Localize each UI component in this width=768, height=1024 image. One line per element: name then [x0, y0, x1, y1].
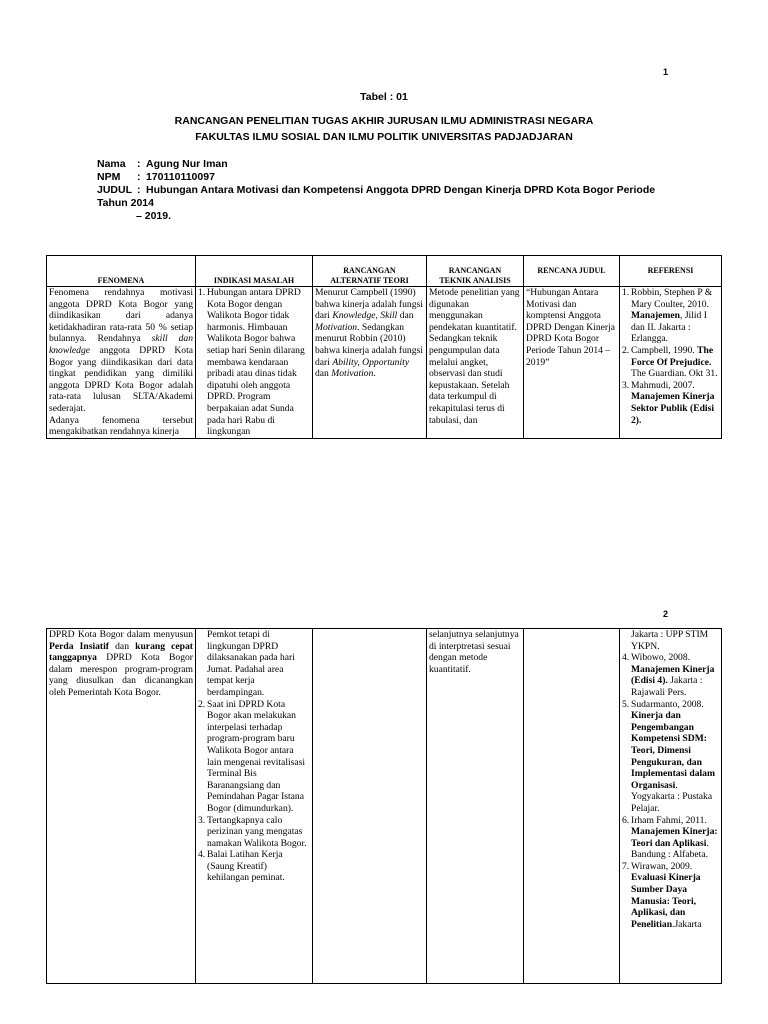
heading-line-1: RANCANGAN PENELITIAN TUGAS AKHIR JURUSAN ILMU ADMINISTRASI NEGARA — [174, 115, 594, 127]
item-text: Balai Latihan Kerja (Saung Kreatif) kehilangan peminat. — [207, 849, 285, 884]
header-judul: RENCANA JUDUL — [524, 256, 620, 287]
item-text: Hubungan antara DPRD Kota Bogor dengan Walikota Bogor tidak harmonis. Himbauan Walikota Bogor bahwa setiap hari Senin dilarang membawa kendaraan pribadi atau dinas tidak dipatuhi oleh anggota DPRD. Program berpakaian adat Sunda pada hari Rabu di lingkungan — [207, 287, 305, 438]
ref-cont: Jakarta : UPP STIM YKPN. — [631, 629, 709, 652]
research-table-page1 — [46, 255, 722, 439]
nama-label: Nama — [97, 158, 126, 170]
indikasi-cell — [196, 629, 313, 984]
ref-item: 7. Wirawan, 2009. Evaluasi Kinerja Sumber Daya Manusia: Teori, Aplikasi, dan Penelitian.Jakarta — [622, 860, 702, 930]
fenomena-skill: skill dan knowledge — [49, 333, 193, 356]
teori-cell — [313, 629, 427, 984]
judul-value-cont: – 2019. — [136, 210, 172, 222]
teori-text: dan — [315, 368, 332, 380]
teori-motivation: Motivation — [315, 321, 358, 333]
header-fenomena: FENOMENA — [47, 256, 196, 287]
fenomena-text: Fenomena rendahnya motivasi anggota DPRD Kota Bogor yang diindikasikan dari adanya ketidakhadiran rata-rata 50 % setiap bulannya. Rendahnya — [49, 287, 193, 345]
indikasi-cell — [196, 287, 313, 439]
header-teori-2: ALTERNATIF TEORI — [330, 275, 409, 285]
colon: : — [137, 171, 141, 183]
indikasi-item — [198, 699, 310, 815]
header-teori — [313, 256, 427, 287]
item-number: 2. — [198, 698, 206, 710]
teori-ability: Ability, Opportunity — [332, 356, 410, 368]
npm-value: 170110110097 — [146, 171, 215, 183]
heading-line-2: FAKULTAS ILMU SOSIAL DAN ILMU POLITIK UNIVERSITAS PADJADJARAN — [195, 131, 573, 143]
teori-text: . Sedangkan menurut Robbin (2010) bahwa kinerja adalah fungsi dari — [315, 321, 423, 368]
header-row — [47, 256, 722, 287]
item-number: 4. — [198, 849, 206, 861]
teori-motivation: Motivation — [331, 368, 374, 380]
indikasi-item — [198, 287, 310, 438]
npm-label: NPM — [97, 171, 121, 183]
teknik-cell: Metode penelitian yang digunakan menggunakan pendekatan kuantitatif. Sedangkan teknik pengumpulan data melalui angket, observasi dan studi kepustakaan. Setelah data terkumpul di rekapitulasi terus di tabulasi, dan — [427, 287, 524, 439]
ref-item: 5. Sudarmanto, 2008. Kinerja dan Pengembangan Kompetensi SDM: Teori, Dimensi Pengukuran, dan Implementasi dalam Organisasi. Yogyakarta : Pustaka Pelajar. — [622, 698, 715, 814]
judul-cell: “Hubungan Antara Motivasi dan komptensi Anggota DPRD Dengan Kinerja DPRD Kota Bogor Periode Tahun 2014 – 2019” — [524, 287, 620, 439]
header-teknik — [427, 256, 524, 287]
colon: : — [137, 158, 141, 170]
indikasi-item — [198, 815, 310, 850]
table-caption: Tabel : 01 — [360, 91, 408, 103]
meta-npm — [97, 171, 215, 184]
referensi-cell — [620, 287, 722, 439]
item-text: Saat ini DPRD Kota Bogor akan melakukan interpelasi terhadap program-program baru Walikota Bogor antara lain mengenai revitalisasi Terminal Bis Baranangsiang dan Pemindahan Pagar Istana Bogor (dimundurkan). — [207, 698, 306, 814]
indikasi-item — [198, 849, 310, 884]
indikasi-cont: Pemkot tetapi di lingkungan DPRD dilaksanakan pada hari Jumat. Padahal area tempat kerja berdampingan. — [207, 629, 295, 698]
fenomena-text-2: anggota DPRD Kota Bogor yang diindikasikan dari data tingkat pendidikan yang dimiliki anggota DPRD Kota Bogor adalah rata-rata lulusan SLTA/Akademi sederajat. — [49, 344, 193, 414]
page-number: 1 — [663, 67, 669, 77]
meta-nama — [97, 158, 228, 171]
ref-item: 2. Campbell, 1990. The Force Of Prejudice. The Guardian. Okt 31. — [622, 344, 718, 380]
content-row — [47, 629, 722, 984]
header-teknik-2: TEKNIK ANALISIS — [439, 275, 511, 285]
page-number-2: 2 — [663, 609, 669, 619]
header-referensi: REFERENSI — [620, 256, 722, 287]
teori-cell — [313, 287, 427, 439]
colon: : — [137, 184, 141, 196]
fenomena-cell — [47, 287, 196, 439]
referensi-cell — [620, 629, 722, 984]
header-teori-1: RANCANGAN — [343, 266, 396, 275]
judul-value: Hubungan Antara Motivasi dan Kompetensi Anggota DPRD Dengan Kinerja DPRD Kota Bogor Periode Tahun 2014 — [97, 184, 656, 209]
research-table-page2 — [46, 628, 722, 984]
teknik-cell: selanjutnya selanjutnya di interptretasi sesuai dengan metode kuantitatif. — [427, 629, 524, 984]
ref-item: 3. Mahmudi, 2007. Manajemen Kinerja Sektor Publik (Edisi 2). — [622, 379, 715, 426]
meta-judul — [97, 184, 657, 223]
ref-item: 6. Irham Fahmi, 2011. Manajemen Kinerja: Teori dan Aplikasi. Bandung : Alfabeta. — [622, 814, 718, 861]
content-row — [47, 287, 722, 439]
header-teknik-1: RANCANGAN — [448, 266, 502, 275]
teori-ks: Knowledge, Skill — [332, 310, 398, 322]
ref-item: 4. Wibowo, 2008. Manajemen Kinerja (Edisi 4). Jakarta : Rajawali Pers. — [622, 652, 715, 698]
teori-text: dan — [397, 310, 414, 322]
item-text: Tertangkapnya calo perizinan yang mengatas namakan Walikota Bogor. — [207, 814, 307, 849]
judul-label: JUDUL — [97, 184, 133, 196]
teori-text: . — [373, 368, 376, 380]
fenomena-p2: Adanya fenomena tersebut mengakibatkan rendahnya kinerja — [49, 414, 193, 438]
teori-text: Menurut Campbell (1990) bahwa kinerja adalah fungsi dari — [315, 287, 423, 322]
fenomena-cell: DPRD Kota Bogor dalam menyusun Perda Insiatif dan kurang cepat tanggapnya DPRD Kota Bogor dalam merespon program-program yang diusulkan dan dicanangkan oleh Pemerintah Kota Bogor. — [47, 629, 196, 984]
nama-value: Agung Nur Iman — [146, 158, 228, 170]
ref-item: 1. Robbin, Stephen P & Mary Coulter, 2010. Manajemen, Jilid I dan II. Jakarta : Erlangga. — [622, 287, 713, 345]
judul-cell — [524, 629, 620, 984]
item-number: 1. — [198, 287, 206, 298]
item-number: 3. — [198, 814, 206, 826]
header-indikasi: INDIKASI MASALAH — [196, 256, 313, 287]
